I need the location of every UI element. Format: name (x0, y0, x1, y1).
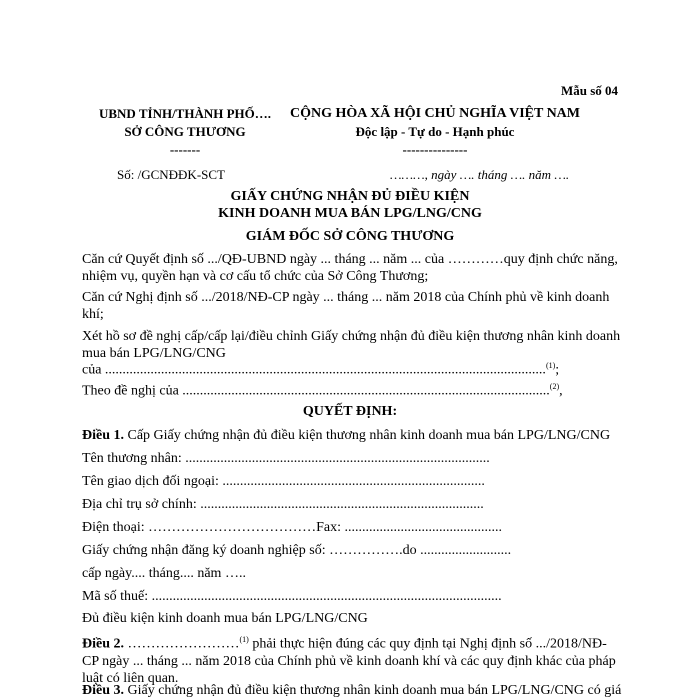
field-issue-date: cấp ngày.... tháng.... năm ….. (82, 566, 246, 581)
preamble-proposal (82, 382, 563, 400)
field-eligibility: Đủ điều kiện kinh doanh mua bán LPG/LNG/CNG (82, 611, 368, 626)
article-2-footnote-marker: (1) (239, 635, 249, 644)
document-date: ………, ngày …. tháng …. năm …. (390, 167, 570, 182)
applicant-dots: của .............................................................................................................................. (82, 362, 546, 378)
article-1 (82, 428, 610, 444)
article-2 (82, 631, 622, 687)
agency-divider: ------- (169, 142, 201, 157)
article-2-text: phải thực hiện đúng các quy định tại Nghị định số .../2018/NĐ-CP ngày ... tháng ... năm 2018 của Chính phủ về kinh doanh khí và các quy định khác của pháp luật có liên quan. (82, 636, 616, 686)
document-number: Số: /GCNĐĐK-SCT (117, 167, 225, 182)
agency-province: UBND TỈNH/THÀNH PHỐ…. (98, 106, 272, 121)
field-foreign-trade-name: Tên giao dịch đối ngoại: ........................................................................... (82, 474, 485, 489)
field-head-office-address: Địa chỉ trụ sở chính: ................................................................................. (82, 497, 484, 512)
preamble-dossier-applicant (82, 361, 559, 379)
preamble-dossier-review: Xét hồ sơ đề nghị cấp/cấp lại/điều chỉnh Giấy chứng nhận đủ điều kiện thương nhân kinh doanh mua bán LPG/LNG/CNG (82, 329, 621, 361)
proposal-end: , (559, 383, 563, 399)
document-title-line2: KINH DOANH MUA BÁN LPG/LNG/CNG (218, 206, 482, 221)
document-title-line3: GIÁM ĐỐC SỞ CÔNG THƯƠNG (245, 229, 455, 244)
field-business-registration: Giấy chứng nhận đăng ký doanh nghiệp số: …………….do .......................... (82, 543, 512, 558)
decision-heading: QUYẾT ĐỊNH: (302, 404, 398, 419)
applicant-end: ; (555, 362, 560, 378)
proposal-text: Theo đề nghị của ......................................................................................................... (82, 383, 550, 399)
field-trader-name: Tên thương nhân: ....................................................................................... (82, 451, 490, 466)
field-phone-fax: Điện thoại: ………………………………Fax: ............................................. (82, 520, 502, 535)
document-title-line1: GIẤY CHỨNG NHẬN ĐỦ ĐIỀU KIỆN (230, 189, 470, 204)
article-2-label: Điều 2. (82, 636, 124, 652)
national-divider: --------------- (402, 142, 468, 157)
form-number: Mẫu số 04 (560, 83, 618, 98)
article-3-text: Giấy chứng nhận đủ điều kiện thương nhân kinh doanh mua bán LPG/LNG/CNG có giá (124, 683, 622, 698)
article-1-text: Cấp Giấy chứng nhận đủ điều kiện thương nhân kinh doanh mua bán LPG/LNG/CNG (124, 428, 611, 443)
footnote-1-marker: (1) (545, 361, 556, 370)
agency-department: SỞ CÔNG THƯƠNG (124, 124, 246, 139)
national-header (270, 105, 600, 159)
article-3-label: Điều 3. (82, 683, 124, 698)
article-2-dots: …………………… (124, 636, 240, 652)
footnote-2-marker: (2) (549, 382, 560, 391)
field-tax-code: Mã số thuế: .................................................................................................... (82, 589, 502, 604)
national-title: CỘNG HÒA XÃ HỘI CHỦ NGHĨA VIỆT NAM (289, 106, 580, 121)
article-1-label: Điều 1. (82, 428, 124, 443)
preamble-decision-basis: Căn cứ Quyết định số .../QĐ-UBND ngày ... tháng ... năm ... của …………quy định chức năng, nhiệm vụ, quyền hạn và cơ cấu tổ chức của Sở Công Thương; (82, 252, 618, 284)
national-motto: Độc lập - Tự do - Hạnh phúc (355, 124, 515, 139)
preamble-decree-basis: Căn cứ Nghị định số .../2018/NĐ-CP ngày ... tháng ... năm 2018 của Chính phủ về kinh doanh khí; (82, 290, 610, 322)
article-3 (82, 683, 621, 699)
